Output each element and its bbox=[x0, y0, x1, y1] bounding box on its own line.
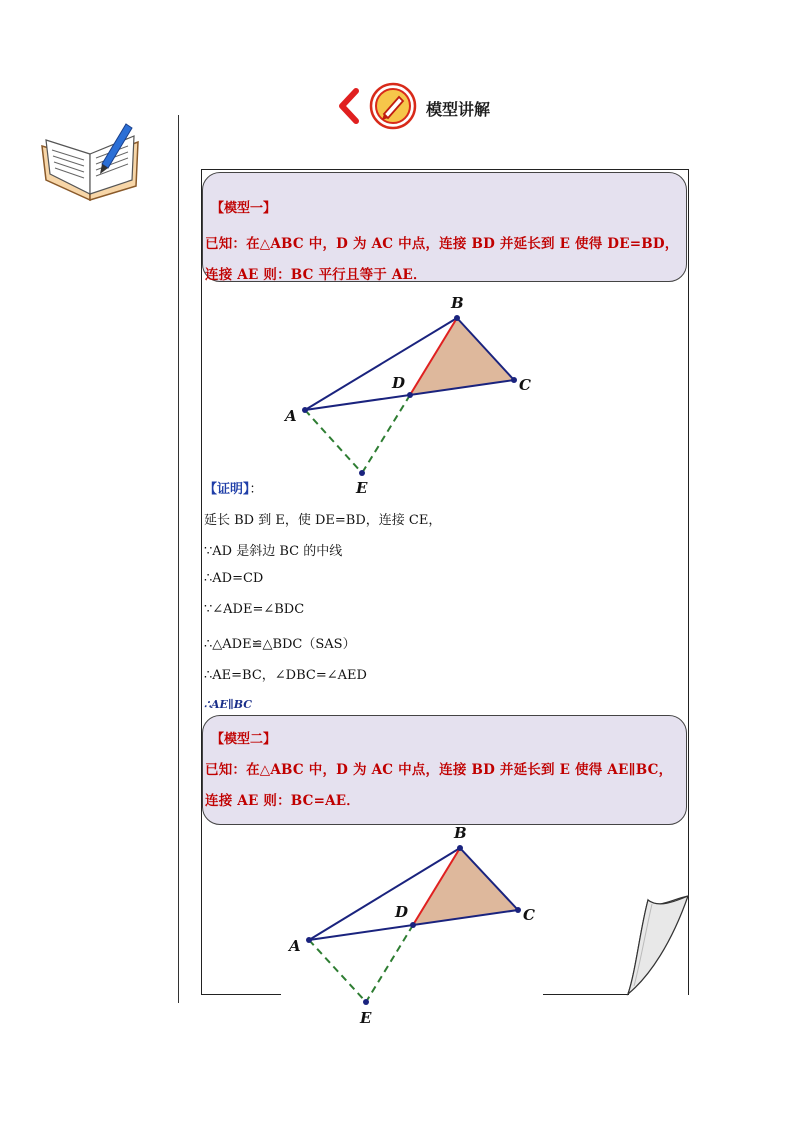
shaded-triangle-bdc bbox=[413, 848, 518, 925]
proof-line-4: ∵∠ADE=∠BDC bbox=[204, 602, 305, 617]
label-c: C bbox=[523, 906, 535, 924]
page-curl-decoration bbox=[626, 890, 692, 998]
proof-heading bbox=[204, 478, 263, 497]
proof-title: 【证明】 bbox=[204, 482, 250, 497]
label-e: E bbox=[356, 479, 368, 497]
label-a: A bbox=[289, 937, 301, 955]
label-b: B bbox=[451, 294, 464, 312]
triangle-diagram-two bbox=[282, 820, 542, 1030]
model-two-box bbox=[202, 715, 687, 825]
label-d: D bbox=[395, 903, 409, 921]
triangle-diagram-one bbox=[280, 290, 540, 500]
segment-de-dashed bbox=[366, 925, 413, 1002]
model-one-title: 【模型一】 bbox=[211, 201, 277, 216]
book-pen-illustration bbox=[38, 116, 144, 204]
model-one-box bbox=[202, 172, 687, 282]
model-two-title: 【模型二】 bbox=[211, 732, 277, 747]
label-e: E bbox=[360, 1009, 372, 1027]
proof-line-5: ∴△ADE≌△BDC（SAS） bbox=[204, 637, 356, 652]
page-title: 模型讲解 bbox=[426, 100, 491, 119]
chevron-left-icon bbox=[334, 88, 362, 124]
proof-conclusion: ∴AE∥BC bbox=[204, 698, 252, 711]
proof-title-suffix: ： bbox=[249, 482, 263, 497]
proof-line-3: ∴AD=CD bbox=[204, 571, 264, 586]
shaded-triangle-bdc bbox=[410, 318, 514, 395]
model-two-text: 已知：在△ABC 中，D 为 AC 中点，连接 BD 并延长到 E 使得 AE∥BC，连接 AE 则：BC=AE． bbox=[205, 762, 673, 809]
label-b: B bbox=[454, 824, 467, 842]
model-one-text: 已知：在△ABC 中，D 为 AC 中点，连接 BD 并延长到 E 使得 DE=BD，连接 AE 则：BC 平行且等于 AE． bbox=[205, 236, 679, 283]
left-margin-line bbox=[178, 115, 179, 1003]
segment-ae-dashed bbox=[305, 410, 362, 473]
label-d: D bbox=[392, 374, 406, 392]
label-a: A bbox=[285, 407, 297, 425]
segment-de-dashed bbox=[362, 395, 410, 473]
segment-ae-dashed bbox=[309, 940, 366, 1002]
proof-line-6: ∴AE=BC，∠DBC=∠AED bbox=[204, 668, 367, 683]
proof-line-1: 延长 BD 到 E，使 DE=BD，连接 CE， bbox=[204, 513, 442, 528]
pencil-circle-icon bbox=[369, 82, 417, 130]
label-c: C bbox=[519, 376, 531, 394]
proof-line-2: ∵AD 是斜边 BC 的中线 bbox=[204, 544, 343, 559]
